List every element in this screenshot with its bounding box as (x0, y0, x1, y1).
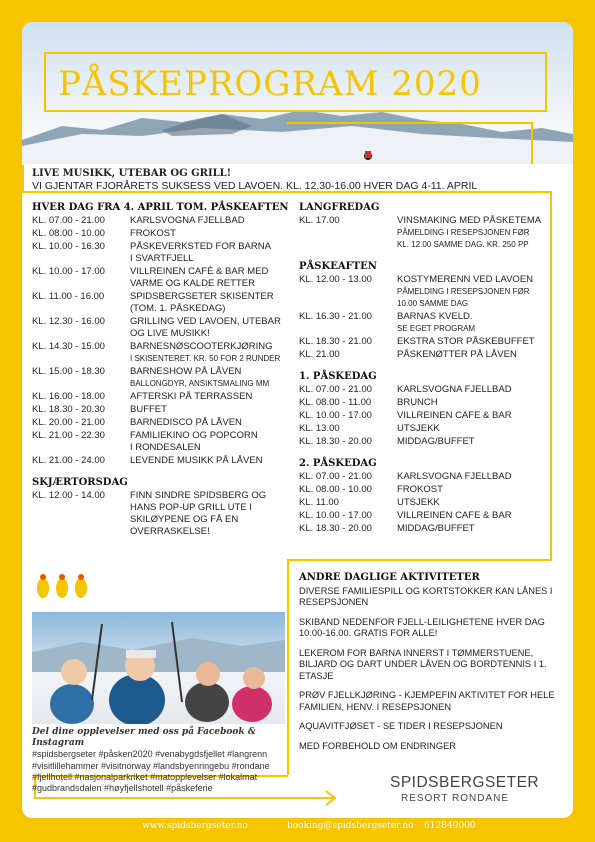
row-line: BARNEDISCO PÅ LÅVEN (130, 417, 242, 428)
row-time: KL. 15.00 - 18.30 (32, 366, 105, 377)
row-time: KL. 17.00 (299, 215, 340, 226)
schedule-row (299, 349, 561, 361)
row-description (130, 316, 302, 340)
row-description (397, 384, 561, 396)
row-line: EKSTRA STOR PÅSKEBUFFET (397, 336, 535, 347)
daily-item: LEKEROM FOR BARNA INNERST I TØMMERSTUENE, BILJARD OG DART UNDER LÅVEN OG BORDTENNIS I 1. ETASJE (299, 647, 547, 681)
intro-text: VI GJENTAR FJORÅRETS SUKSESS VED LAVOEN. KL. 12.30-16.00 HVER DAG 4-11. APRIL (32, 180, 478, 192)
section-heading: PÅSKEAFTEN (299, 261, 377, 272)
row-line: OVERRASKELSE! (130, 526, 210, 537)
social-heading: Del dine opplevelser med oss på Facebook & Instagram (32, 727, 256, 749)
row-time: KL. 18.30 - 20.00 (299, 523, 372, 534)
row-description (397, 523, 561, 535)
row-line: VILLREINEN CAFÈ & BAR MED (130, 266, 269, 277)
daily-item: PRØV FJELLKJØRING - KJEMPEFIN AKTIVITET FOR HELE FAMILIEN, HENV. I RESEPSJONEN (299, 690, 555, 712)
row-note: SE EGET PROGRAM (397, 324, 476, 333)
schedule-row (299, 311, 561, 335)
row-description (397, 436, 561, 448)
schedule-row (299, 423, 561, 435)
schedule-row (299, 471, 561, 483)
row-line: BARNESHOW PÅ LÅVEN (130, 366, 242, 377)
logo (390, 774, 540, 804)
schedule-row (299, 484, 561, 496)
schedule-row (32, 228, 302, 240)
row-description (130, 366, 302, 390)
row-time: KL. 12.30 - 16.00 (32, 316, 105, 327)
schedule-row (299, 410, 561, 422)
row-description (397, 336, 561, 348)
row-time: KL. 11.00 (299, 497, 339, 508)
row-line: VILLREINEN CAFE & BAR (397, 410, 512, 421)
row-time: KL. 14.30 - 15.00 (32, 341, 105, 352)
row-time: KL. 08.00 - 11.00 (299, 397, 372, 408)
schedule-row (299, 436, 561, 448)
row-description (130, 417, 302, 429)
row-note: PÅMELDING I RESEPSJONEN FØR (397, 287, 530, 296)
row-time: KL. 21.00 - 24.00 (32, 455, 105, 466)
decor-line (531, 122, 533, 164)
row-time: KL. 21.00 (299, 349, 340, 360)
row-line: KARLSVOGNA FJELLBAD (397, 384, 512, 395)
row-line: MIDDAG/BUFFET (397, 436, 475, 447)
row-time: KL. 12.00 - 13.00 (299, 274, 372, 285)
section-heading: 1. PÅSKEDAG (299, 371, 377, 382)
schedule-row (32, 266, 302, 290)
row-time: KL. 08.00 - 10.00 (32, 228, 105, 239)
arrow-right-icon (324, 790, 338, 806)
row-line: FROKOST (130, 228, 176, 239)
schedule-row (32, 366, 302, 390)
row-line: FINN SINDRE SPIDSBERG OG (130, 490, 267, 501)
row-line: SPIDSBERGSETER SKISENTER (130, 291, 274, 302)
row-description (130, 391, 302, 403)
phone-number: 612840000 (424, 821, 476, 831)
row-time: KL. 10.00 - 17.00 (32, 266, 105, 277)
row-description (130, 215, 302, 227)
row-time: KL. 18.30 - 20.00 (299, 436, 372, 447)
row-line: LEVENDE MUSIKK PÅ LÅVEN (130, 455, 263, 466)
schedule-right (299, 202, 561, 536)
logo-subtitle: RESORT RONDANE (400, 793, 510, 804)
page-title: PÅSKEPROGRAM 2020 (58, 64, 482, 104)
row-note: PÅMELDING I RESEPSJONEN FØR (397, 228, 530, 237)
row-time: KL. 10.00 - 16.30 (32, 241, 105, 252)
row-line: I SVARTFJELL (130, 253, 194, 264)
easter-chicks-icon (34, 570, 92, 600)
row-line: BRUNCH (397, 397, 438, 408)
family-ski-photo (32, 612, 285, 724)
row-description (130, 341, 302, 365)
row-line: BUFFET (130, 404, 167, 415)
email-link[interactable]: booking@spidsbergseter.no (287, 821, 414, 831)
row-description (130, 430, 302, 454)
schedule-row (299, 274, 561, 310)
row-line: HANS POP-UP GRILL UTE I (130, 502, 252, 513)
row-line: PÅSKEVERKSTED FOR BARNA (130, 241, 271, 252)
row-description (397, 510, 561, 522)
row-description (130, 228, 302, 240)
row-note: BALLONGDYR, ANSIKTSMALING MM (130, 379, 270, 388)
row-time: KL. 16.00 - 18.00 (32, 391, 105, 402)
row-description (130, 455, 302, 467)
row-time: KL. 18.30 - 21.00 (299, 336, 372, 347)
section-heading: 2. PÅSKEDAG (299, 458, 377, 469)
decor-line (34, 797, 334, 799)
row-note: 10.00 SAMME DAG (397, 299, 469, 308)
row-line: BARNAS KVELD. (397, 311, 473, 322)
row-time: KL. 07.00 - 21.00 (299, 384, 372, 395)
row-description (397, 349, 561, 361)
row-time: KL. 08.00 - 10.00 (299, 484, 372, 495)
website-link[interactable]: www.spidsbergseter.no (142, 821, 248, 831)
row-description (397, 471, 561, 483)
schedule-row (32, 291, 302, 315)
row-description (130, 266, 302, 290)
row-line: (TOM. 1. PÅSKEDAG) (130, 303, 226, 314)
row-time: KL. 10.00 - 17.00 (299, 410, 372, 421)
schedule-row (32, 316, 302, 340)
section-gap (299, 449, 561, 458)
row-description (130, 241, 302, 265)
schedule-row (32, 391, 302, 403)
section-heading: SKJÆRTORSDAG (32, 477, 128, 488)
daily-item: MED FORBEHOLD OM ENDRINGER (299, 740, 457, 751)
schedule-row (299, 215, 561, 251)
schedule-row (32, 404, 302, 416)
decor-line (22, 165, 24, 193)
row-line: VINSMAKING MED PÅSKETEMA (397, 215, 542, 226)
schedule-row (299, 497, 561, 509)
row-line: OG LIVE MUSIKK! (130, 328, 210, 339)
schedule-row (32, 215, 302, 227)
social-section (32, 727, 292, 794)
row-line: FAMILIEKINO OG POPCORN (130, 430, 258, 441)
row-time: KL. 12.00 - 14.00 (32, 490, 105, 501)
section-gap (299, 252, 561, 261)
row-time: KL. 18.30 - 20.30 (32, 404, 105, 415)
row-line: VILLREINEN CAFE & BAR (397, 510, 512, 521)
decor-line (287, 559, 552, 561)
schedule-row (32, 430, 302, 454)
row-line: VARME OG KALDE RETTER (130, 278, 255, 289)
section-heading: LANGFREDAG (299, 202, 380, 213)
row-description (130, 490, 302, 538)
daily-item: SKIBAND NEDENFOR FJELL-LEILIGHETENE HVER DAG 10.00-16.00. GRATIS FOR ALLE! (299, 616, 545, 638)
row-line: MIDDAG/BUFFET (397, 523, 475, 534)
decor-line (287, 122, 533, 124)
daily-activities (299, 572, 561, 760)
row-line: BARNESNØSCOOTERKJØRING (130, 341, 273, 352)
daily-heading: ANDRE DAGLIGE AKTIVITETER (299, 572, 480, 583)
row-time: KL. 20.00 - 21.00 (32, 417, 105, 428)
row-note: I SKISENTERET. KR. 50 FOR 2 RUNDER (130, 354, 281, 363)
row-time: KL. 07.00 - 21.00 (299, 471, 372, 482)
intro-heading: LIVE MUSIKK, UTEBAR OG GRILL! (32, 168, 232, 179)
row-description (397, 397, 561, 409)
row-time: KL. 13.00 (299, 423, 340, 434)
row-time: KL. 21.00 - 22.30 (32, 430, 105, 441)
row-description (397, 311, 561, 335)
row-line: AFTERSKI PÅ TERRASSEN (130, 391, 253, 402)
schedule-row (299, 510, 561, 522)
schedule-row (299, 384, 561, 396)
row-time: KL. 07.00 - 21.00 (32, 215, 105, 226)
row-note: KL. 12.00 SAMME DAG. KR. 250 PP (397, 240, 529, 249)
daily-item: DIVERSE FAMILIESPILL OG KORTSTOKKER KAN LÅNES I RESEPSJONEN (299, 585, 553, 607)
row-description (397, 274, 561, 310)
schedule-row (299, 523, 561, 535)
row-line: I RONDESALEN (130, 442, 201, 453)
schedule-left (32, 202, 302, 539)
row-line: KOSTYMERENN VED LAVOEN (397, 274, 534, 285)
row-description (397, 423, 561, 435)
schedule-row (32, 417, 302, 429)
social-tags: #spidsbergseter #påsken2020 #venabygdsfjellet #langrenn #visitlillehammer #visitnorway #landsbyenringebu #rondane #fjellhotell #nasjonalparkriket #matopplevelser #lokalmat #gudbrandsdalen #høyfjellshotell #påskeferie (32, 749, 270, 794)
logo-name: SPIDSBERGSETER (390, 774, 540, 791)
row-line: FROKOST (397, 484, 443, 495)
row-description (397, 215, 561, 251)
row-time: KL. 11.00 - 16.00 (32, 291, 105, 302)
row-description (130, 404, 302, 416)
row-time: KL. 10.00 - 17.00 (299, 510, 372, 521)
poster (22, 22, 573, 818)
row-line: SKILØYPENE OG FÅ EN (130, 514, 239, 525)
schedule-row (299, 336, 561, 348)
row-time: KL. 16.30 - 21.00 (299, 311, 372, 322)
row-line: PÅSKENØTTER PÅ LÅVEN (397, 349, 517, 360)
schedule-row (32, 341, 302, 365)
schedule-row (32, 241, 302, 265)
row-description (397, 484, 561, 496)
section-gap (299, 362, 561, 371)
row-line: KARLSVOGNA FJELLBAD (130, 215, 245, 226)
row-description (130, 291, 302, 315)
schedule-row (32, 455, 302, 467)
schedule-row (299, 397, 561, 409)
schedule-row (32, 490, 302, 538)
row-line: KARLSVOGNA FJELLBAD (397, 471, 512, 482)
footer (0, 818, 595, 838)
daily-item: AQUAVITFJØSET - SE TIDER I RESEPSJONEN (299, 721, 503, 731)
intro (32, 167, 552, 193)
section-gap (32, 468, 302, 477)
row-description (397, 497, 561, 509)
row-line: UTSJEKK (397, 497, 440, 508)
row-line: UTSJEKK (397, 423, 440, 434)
section-heading: HVER DAG FRA 4. APRIL TOM. PÅSKEAFTEN (32, 202, 289, 213)
row-description (397, 410, 561, 422)
row-line: GRILLING VED LAVOEN, UTEBAR (130, 316, 281, 327)
